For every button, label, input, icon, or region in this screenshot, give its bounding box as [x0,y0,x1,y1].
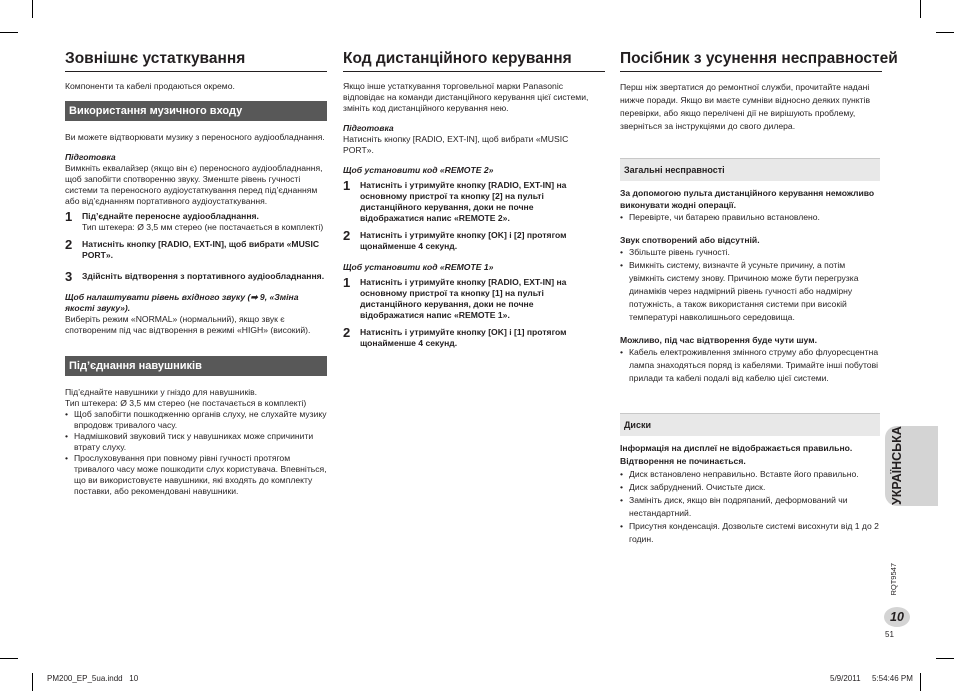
prep-text: Натисніть кнопку [RADIO, EXT-IN], щоб вибрати «MUSIC PORT». [343,134,569,155]
list-item: • Замініть диск, якщо він подряпаний, деформований чи нестандартний. [620,494,880,520]
step-3 [65,271,327,282]
step-text: Натисніть і утримуйте кнопку [RADIO, EXT-IN] на основному пристрої та кнопку [1] на пульті дистанційного керування, доки не почне відображатися напис «REMOTE 1». [360,277,567,320]
title-rule [65,71,327,72]
list-item: • Присутня конденсація. Дозвольте системі висохнути від 1 до 2 годин. [620,520,880,546]
step-number: 2 [65,237,73,252]
list-item: • Збільште рівень гучності. [620,246,880,259]
list-item: • Прослуховування при повному рівні гучності протягом тривалого часу може пошкодити слух користувача. Впевніться, що ви використовуєте навушники, які входять до комплекту поставки, або рекомендовані навушники. [65,453,327,497]
remote2-step-2 [343,230,593,252]
crop-mark [920,673,921,691]
section-title-remote-code: Код дистанційного керування [343,50,572,67]
music-input-heading: Використання музичного входу [65,101,327,121]
remote1-step-2 [343,327,593,349]
list-item: • Кабель електроживлення змінного струму або флуоресцентна лампа знаходяться поряд із кабелями. Тримайте інші побутові прилади та кабелі подалі від кабелю цієї системи. [620,346,880,385]
prep-label: Підготовка [65,152,116,162]
step-text: Натисніть і утримуйте кнопку [OK] і [2] протягом щонайменше 4 секунд. [360,230,567,251]
prep-label: Підготовка [343,123,394,133]
problem-sound: Звук спотворений або відсутній. [620,235,760,245]
crop-mark [936,32,954,33]
title-rule [343,71,605,72]
list-item: • Диск встановлено неправильно. Вставте його правильно. [620,468,880,481]
column-troubleshooting [620,81,880,546]
problem-remote: За допомогою пульта дистанційного керування неможливо виконувати жодні операції. [620,188,875,210]
intro-text: Перш ніж звертатися до ремонтної служби, прочитайте надані нижче поради. Якщо ви маєте сумніви відносно деяких пунктів перевірки, або якщо перелічені дії не вирішують проблему, зверніться за інструкціями до свого дилера. [620,82,871,131]
solutions-disc [620,468,880,546]
crop-mark [936,658,954,659]
intro-text: Компоненти та кабелі продаються окремо. [65,81,235,91]
note-title: Щоб налаштувати рівень вхідного звуку (➡ 9, «Зміна якості звуку»). [65,292,299,313]
intro-text: Якщо інше устаткування торговельної марки Panasonic відповідає на команди дистанційного керування цієї системи, змініть код дистанційного керування нею. [343,81,589,113]
title-rule [620,71,882,72]
step-number: 2 [343,228,351,243]
step-text: Здійсніть відтворення з портативного аудіообладнання. [82,271,325,281]
headphones-intro: Під’єднайте навушники у гніздо для навушників. [65,387,258,397]
solutions-remote [620,211,880,224]
doc-code: RQT9547 [889,563,898,596]
general-problems-heading: Загальні несправності [620,158,880,181]
step-number: 1 [343,275,351,290]
list-item: • Надмішковий звуковий тиск у навушниках може спричинити втрату слуху. [65,431,327,453]
page-small-number: 51 [885,630,894,639]
headphones-heading: Під’єднання навушників [65,356,327,376]
discs-heading: Диски [620,413,880,436]
step-number: 1 [343,178,351,193]
step-text: Натисніть і утримуйте кнопку [RADIO, EXT-IN] на основному пристрої та кнопку [2] на пульті дистанційного керування, доки не почне відображатися напис «REMOTE 2». [360,180,567,223]
crop-mark [0,658,18,659]
step-number: 3 [65,269,73,284]
footer-time: 5:54:46 PM [872,674,913,683]
solutions-sound [620,246,880,324]
remote2-label: Щоб установити код «REMOTE 2» [343,165,494,175]
language-tab-label: УКРАЇНСЬКА [890,426,904,506]
music-intro: Ви можете відтворювати музику з переносного аудіообладнання. [65,132,325,142]
section-title-external-equipment: Зовнішнє устаткування [65,50,246,67]
step-2 [65,239,327,261]
remote1-step-1 [343,277,593,321]
problem-disc-display: Інформація на дисплеї не відображається правильно. Відтворення не починається. [620,443,853,466]
crop-mark [920,0,921,18]
footer-file: PM200_EP_5ua.indd 10 [47,674,139,683]
section-title-troubleshooting: Посібник з усунення несправностей [620,50,898,67]
note-text: Виберіть режим «NORMAL» (нормальний), якщо звук є спотвореним під час відтворення в режимі «HIGH» (високий). [65,314,311,335]
list-item: • Вимкніть систему, визначте й усуньте причину, а потім увімкніть систему знову. Причиною може бути перегрузка динаміків через надмірний рівень гучності або надмірну потужність, а також використання системи при високій температурі навколишнього середовища. [620,259,880,324]
step-number: 2 [343,325,351,340]
step-text: Під’єднайте переносне аудіообладнання. [82,211,259,221]
column-external-equipment [65,81,327,497]
step-1 [65,211,327,233]
step-number: 1 [65,209,73,224]
list-item: • Перевірте, чи батарею правильно встановлено. [620,211,880,224]
headphones-plug: Тип штекера: Ø 3,5 мм стерео (не постачається в комплекті) [65,398,307,408]
crop-mark [0,32,18,33]
remote2-step-1 [343,180,593,224]
solutions-noise [620,346,880,385]
footer-date: 5/9/2011 [830,674,861,683]
remote1-label: Щоб установити код «REMOTE 1» [343,262,494,272]
prep-text: Вимкніть еквалайзер (якщо він є) переносного аудіообладнання, щоб запобігти спотворенню звуку. Зменште рівень гучності системи та переносного аудіоустаткування перед під’єднанням або від’єднанням портативного аудіоустаткування. [65,163,323,206]
page-number: 10 [884,607,910,627]
column-remote-code [343,81,593,349]
step-text: Натисніть і утримуйте кнопку [OK] і [1] протягом щонайменше 4 секунд. [360,327,567,348]
list-item: • Диск забруднений. Очистьте диск. [620,481,880,494]
crop-mark [32,0,33,18]
step-text: Натисніть кнопку [RADIO, EXT-IN], щоб вибрати «MUSIC PORT». [82,239,320,260]
list-item: • Щоб запобігти пошкодженню органів слуху, не слухайте музику впродовж тривалого часу. [65,409,327,431]
problem-noise: Можливо, під час відтворення буде чути шум. [620,335,817,345]
headphones-warnings [65,409,327,497]
step-subtext: Тип штекера: Ø 3,5 мм стерео (не постачається в комплекті) [82,222,324,232]
crop-mark [32,673,33,691]
